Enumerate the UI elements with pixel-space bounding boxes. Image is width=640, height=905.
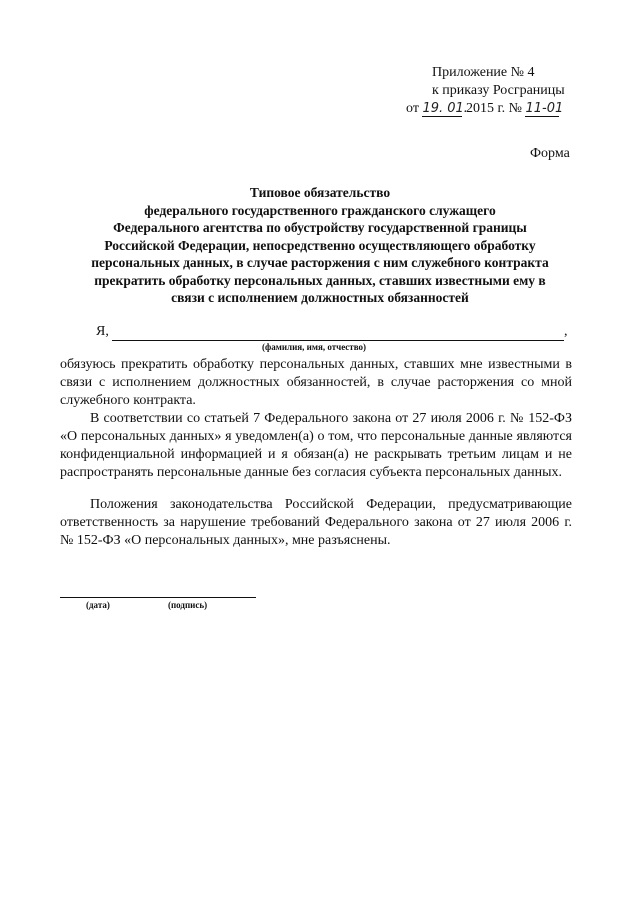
title-line: Федерального агентства по обустройству государственной границы xyxy=(113,220,527,235)
signature-blank-line[interactable] xyxy=(60,597,256,598)
title-line: прекратить обработку персональных данных, ставших известными ему в xyxy=(94,272,546,288)
title-line: связи с исполнением должностных обязанностей xyxy=(171,290,469,305)
caption-full-name: (фамилия, имя, отчество) xyxy=(262,342,367,352)
title-line: Российской Федерации, непосредственно осуществляющего обработку xyxy=(104,237,536,253)
annex-header xyxy=(406,64,565,118)
title-line: Типовое обязательство xyxy=(249,185,391,200)
paragraph-law-notice: В соответствии со статьей 7 Федерального закона от 27 июля 2006 г. № 152-ФЗ «О персональных данных» я уведомлен(а) о том, что персональные данные являются конфиденциальной информацией и я обязан(а) не раскрывать третьим лицам и не распространять персональные данные без согласия субъекта персональных данных. xyxy=(60,411,572,480)
annex-year-text: 2015 г. № xyxy=(465,101,522,116)
form-label: Форма xyxy=(530,146,570,161)
caption-date: (дата) xyxy=(86,600,110,610)
document-title xyxy=(60,184,580,307)
paragraph-obligation: обязуюсь прекратить обработку персональных данных, ставших мне известными в связи с исполнением должностных обязанностей, в случае расторжения со мной служебного контракта. xyxy=(60,357,572,408)
annex-title: Приложение № 4 xyxy=(432,65,535,80)
annex-order-ref: к приказу Росграницы xyxy=(432,83,565,98)
name-comma: , xyxy=(564,324,568,339)
ya-label: Я, xyxy=(96,324,109,339)
caption-signature: (подпись) xyxy=(168,600,208,610)
name-blank-line[interactable] xyxy=(112,340,564,341)
paragraph-liability: Положения законодательства Российской Федерации, предусматривающие ответственность за нарушение требований Федерального закона от 27 июля 2006 г. № 152-ФЗ «О персональных данных», мне разъяснены. xyxy=(60,497,572,548)
handwritten-order-number: 11-01 xyxy=(525,101,564,116)
annex-date-prefix: от xyxy=(406,101,419,116)
title-line: персональных данных, в случае расторжения с ним служебного контракта xyxy=(91,255,549,270)
annex-date-line xyxy=(406,100,565,118)
handwritten-date: 19. 01. xyxy=(422,101,468,116)
title-line: федерального государственного гражданского служащего xyxy=(144,202,496,218)
